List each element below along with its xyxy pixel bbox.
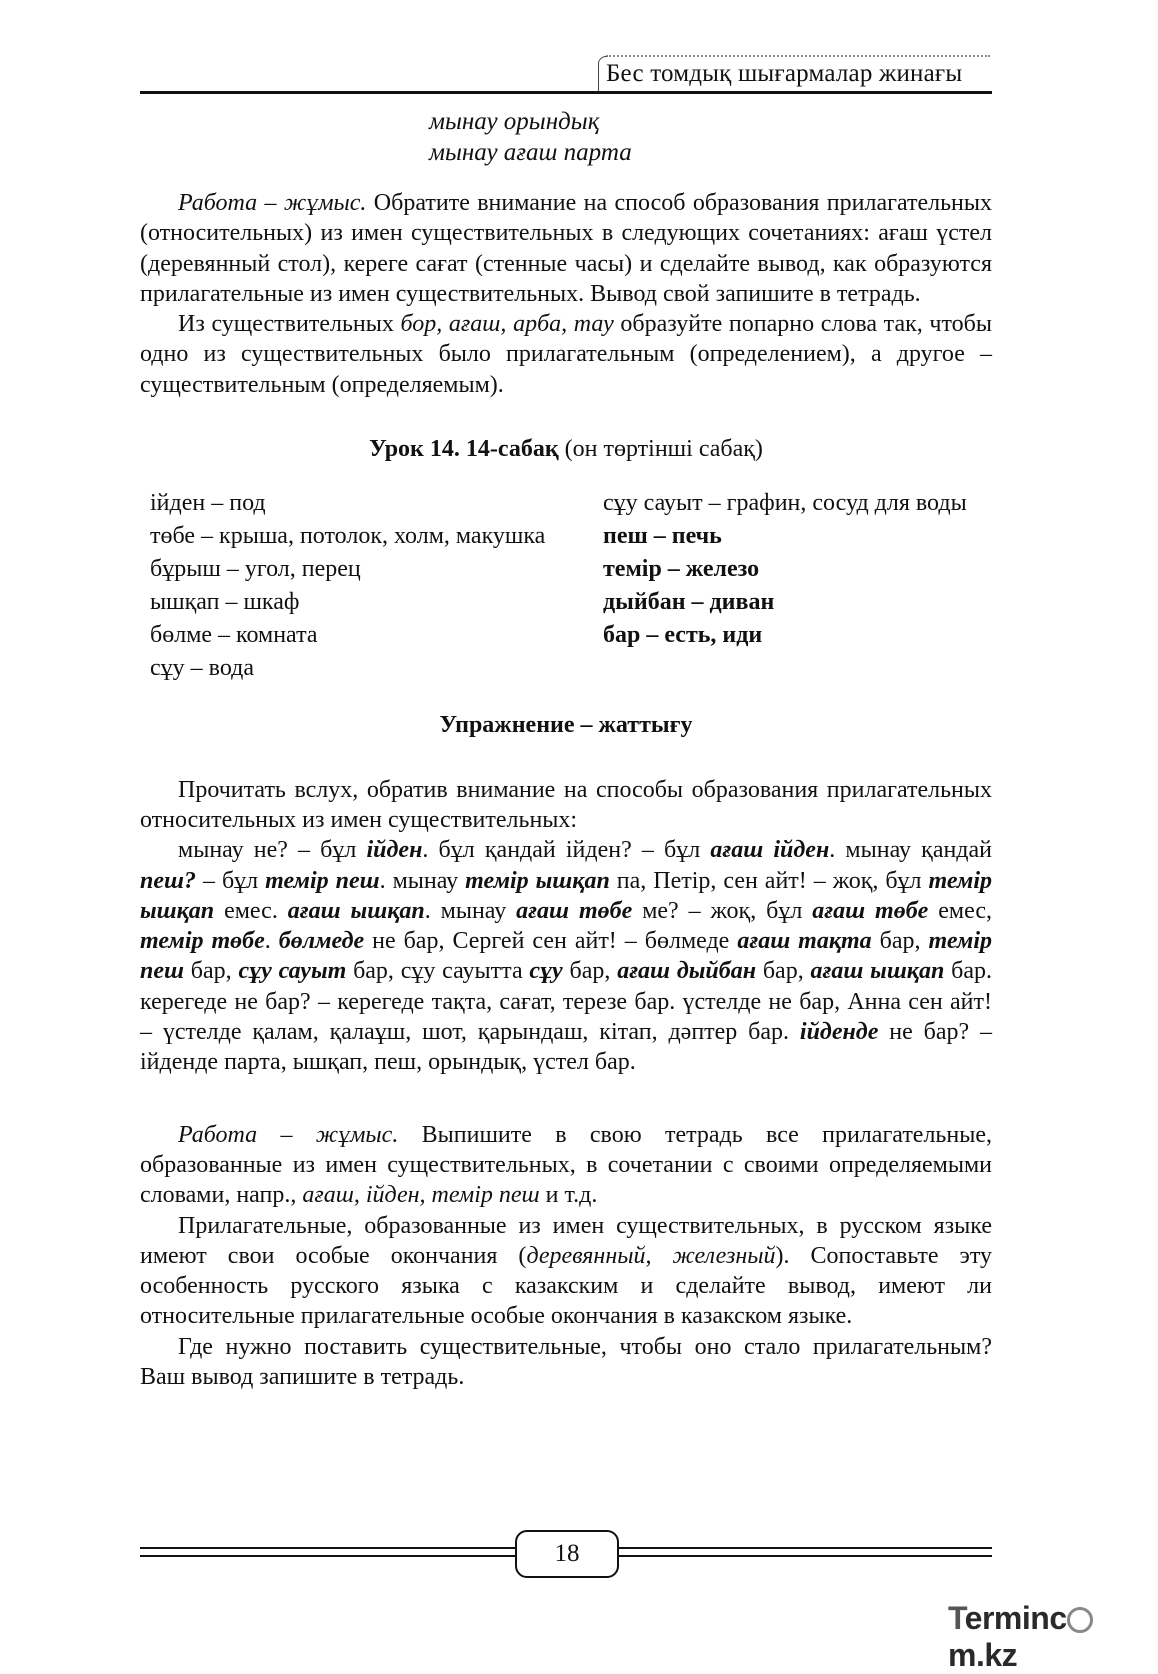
page-number-box (515, 1530, 619, 1578)
work-label: Работа – жұмыс. (178, 190, 367, 216)
paragraph-question: Где нужно поставить существительные, чтобы оно стало прилагательным? Ваш вывод запишите в тетрадь. (140, 1333, 992, 1391)
paragraph-exercise-text (140, 835, 992, 1077)
text-fragment: па, Петір, сен айт! – жоқ, бұл (609, 867, 929, 894)
text-fragment: не бар? – ійденде парта, ышқап, пеш, орындық, үстел бар. (140, 1019, 992, 1076)
text-fragment: бар, (756, 958, 811, 985)
watermark-logo (948, 1600, 1158, 1674)
vocab-right-item: дыйбан – диван (603, 589, 775, 616)
bold-italic-phrase: ағаш дыйбан (617, 958, 757, 985)
bold-italic-phrase: сұу сауыт (238, 958, 347, 985)
bold-italic-phrase: ағаш тақта (737, 928, 872, 955)
work-label: Работа – жұмыс. (178, 1121, 399, 1148)
bold-italic-phrase: темір пеш (265, 867, 380, 894)
paragraph-text: и т.д. (539, 1182, 598, 1209)
poem-line: мынау ағаш парта (429, 139, 632, 166)
paragraph-text: ). Сопоставьте эту особенность русского языка с казакским и сделайте вывод, имеют ли относительные прилагательные особые окончания в казакском языке. (140, 1242, 993, 1330)
magnifier-icon (1067, 1607, 1093, 1633)
watermark-text: erminc (964, 1600, 1067, 1636)
bold-italic-phrase: пеш? (140, 867, 196, 894)
bold-italic-phrase: ағаш ійден (710, 837, 830, 864)
paragraph-read-aloud: Прочитать вслух, обратив внимание на способы образования прилагательных относительных из имен существительных: (140, 776, 992, 833)
lesson-heading (140, 434, 992, 464)
paragraph-work-1 (140, 188, 992, 309)
lesson-subtitle: (он төртінші сабақ) (558, 436, 763, 463)
paragraph-text: Выпишите в свою тетрадь все прилагательные, образованные из имен существительных, в сочетании с своими определяемыми словами, напр., (140, 1121, 992, 1209)
bold-italic-phrase: ағаш төбе (812, 897, 929, 924)
paragraph-adjectives (140, 1211, 992, 1332)
vocab-left-item: бөлме – комната (150, 622, 318, 649)
bold-italic-phrase: темір төбе (140, 928, 265, 955)
bold-italic-phrase: бөлмеде (278, 928, 365, 955)
paragraph-text: образуйте попарно слова так, чтобы одно из существительных было прилагательным (определением), а другое – существительным (определяемым). (140, 311, 993, 398)
bold-italic-phrase: темір ышқап (140, 867, 993, 924)
bold-italic-phrase: ағаш ышқап (810, 958, 945, 985)
text-fragment: . бұл қандай ійден? – бұл (422, 837, 711, 864)
text-fragment: бар, сұу сауытта (346, 958, 530, 985)
vocab-left-item: ышқап – шкаф (150, 589, 300, 616)
header-dotted-line (606, 55, 990, 57)
poem-line: мынау орындық (429, 108, 600, 135)
text-fragment: емес. (214, 897, 288, 924)
paragraph-text: Из существительных (178, 311, 401, 338)
vocab-left-item: бұрыш – угол, перец (150, 556, 361, 583)
italic-words: бор, ағаш, арба, тау (400, 311, 614, 338)
vocab-right-item: бар – есть, иди (603, 622, 763, 649)
paragraph-nouns (140, 309, 992, 400)
bold-italic-phrase: ійден (366, 837, 423, 864)
lesson-title: Урок 14. 14-сабақ (369, 436, 559, 463)
text-fragment: . мынау (424, 897, 517, 924)
paragraph-work-2 (140, 1120, 992, 1211)
text-fragment: ме? – жоқ, бұл (632, 897, 813, 924)
vocab-left-item: сұу – вода (150, 655, 254, 682)
vocab-right-item: сұу сауыт – графин, сосуд для воды (603, 490, 967, 517)
bold-italic-phrase: ағаш ышқап (287, 897, 425, 924)
text-fragment: бар, (184, 958, 239, 985)
page-number: 18 (554, 1540, 580, 1567)
italic-words: деревянный, железный (526, 1242, 776, 1269)
vocab-right-item: пеш – печь (603, 523, 722, 550)
bold-italic-phrase: темір пеш (140, 928, 993, 985)
paragraph-text: Прилагательные, образованные из имен существительных, в русском языке имеют свои особые окончания ( (140, 1212, 992, 1269)
bold-italic-phrase: ійденде (799, 1019, 879, 1046)
header-rule (140, 91, 992, 94)
text-fragment: бар, (562, 958, 618, 985)
page-body (140, 106, 992, 1392)
vocab-left-item: төбе – крыша, потолок, холм, макушка (150, 523, 546, 550)
exercise-title: Упражнение – жаттығу (439, 712, 693, 739)
paragraph-text: Обратите внимание на способ образования прилагательных (относительных) из имен существительных в следующих сочетаниях: ағаш үстел (деревянный стол), кереге сағат (стенные часы) и сделайте вывод, как образуются прилагательные из имен существительных. Вывод свой запишите в тетрадь. (140, 190, 993, 307)
watermark-text: m.kz (948, 1637, 1018, 1673)
bold-italic-phrase: темір ышқап (465, 867, 610, 894)
text-fragment: . (264, 928, 279, 955)
bold-italic-phrase: ағаш төбе (516, 897, 633, 924)
vocab-right-item: темір – железо (603, 556, 760, 583)
italic-words: ағаш, ійден, темір пеш (302, 1182, 540, 1209)
text-fragment: бар. керегеде не бар? – керегеде тақта, сағат, терезе бар. үстелде не бар, Анна сен айт! – үстелде қалам, қалаұш, шот, қарындаш, кітап, дәптер бар. (140, 958, 992, 1046)
watermark-letter: T (948, 1600, 965, 1636)
vocabulary-table (140, 490, 992, 688)
poem-lines (429, 106, 992, 168)
running-header-title: Бес томдық шығармалар жинағы (606, 60, 963, 87)
bold-italic-phrase: сұу (529, 958, 563, 985)
text-fragment: бар, (871, 928, 929, 955)
text-fragment: – бұл (196, 867, 266, 894)
exercise-heading (140, 710, 992, 740)
text-fragment: не бар, Сергей сен айт! – бөлмеде (364, 928, 738, 955)
text-fragment: . мынау қандай (829, 837, 993, 864)
text-fragment: . мынау (379, 867, 466, 894)
text-fragment: мынау не? – бұл (178, 837, 367, 864)
vocab-left-item: ійден – под (150, 490, 266, 517)
text-fragment: емес, (928, 897, 993, 924)
